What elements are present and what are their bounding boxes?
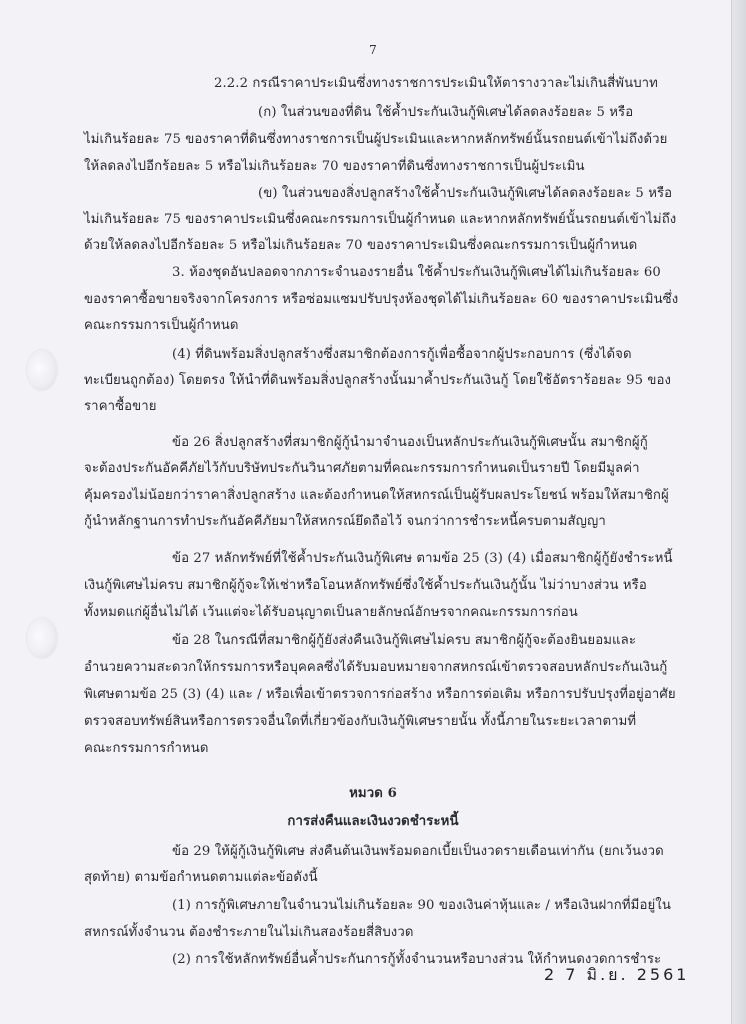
paragraph-line: คุ้มครองไม่น้อยกว่าราคาสิ่งปลูกสร้าง และต้องกำหนดให้สหกรณ์เป็นผู้รับผลประโยชน์ พร้อมให้สมาชิกผู้ [84,488,669,503]
paragraph-line: คณะกรรมการเป็นผู้กำหนด [84,318,239,333]
clause-29-line: ข้อ 29 ให้ผู้กู้เงินกู้พิเศษ ส่งคืนต้นเงินพร้อมดอกเบี้ยเป็นงวดรายเดือนเท่ากัน (ยกเว้นงวด [172,844,664,859]
paragraph-line: ด้วยให้ลดลงไปอีกร้อยละ 5 หรือไม่เกินร้อยละ 70 ของราคาประเมินซึ่งคณะกรรมการเป็นผู้กำหนด [84,238,638,253]
paragraph-line: ไม่เกินร้อยละ 75 ของราคาที่ดินซึ่งทางราชการเป็นผู้ประเมินและหากหลักทรัพย์นั้นรถยนต์เข้าไม่ถึงด้วย [84,132,668,147]
paragraph-line: ตรวจสอบทรัพย์สินหรือการตรวจอื่นใดที่เกี่ยวข้องกับเงินกู้พิเศษรายนั้น ทั้งนี้ภายในระยะเวลาตามที่ [84,714,637,729]
paragraph-line: คณะกรรมการกำหนด [84,741,209,756]
paragraph-line: ทั้งหมดแก่ผู้อื่นไม่ได้ เว้นแต่จะได้รับอนุญาตเป็นลายลักษณ์อักษรจากคณะกรรมการก่อน [84,605,578,620]
page-number: 7 [369,43,377,57]
clause-26-line: ข้อ 26 สิ่งปลูกสร้างที่สมาชิกผู้กู้นำมาจำนองเป็นหลักประกันเงินกู้พิเศษนั้น สมาชิกผู้กู้ [172,435,648,450]
paragraph-line: สุดท้าย) ตามข้อกำหนดตามแต่ละข้อดังนี้ [84,870,318,885]
paragraph-line: ของราคาซื้อขายจริงจากโครงการ หรือซ่อมแซมปรับปรุงห้องชุดได้ไม่เกินร้อยละ 60 ของราคาประเมินซึ่ง [84,292,679,307]
paragraph-line: (2) การใช้หลักทรัพย์อื่นค้ำประกันการกู้ทั้งจำนวนหรือบางส่วน ให้กำหนดงวดการชำระ [172,952,662,967]
paragraph-line: ราคาซื้อขาย [84,399,157,414]
paragraph-line: ทะเบียนถูกต้อง) โดยตรง ให้นำที่ดินพร้อมสิ่งปลูกสร้างนั้นมาค้ำประกันเงินกู้ โดยใช้อัตราร้อยละ 95 ของ [84,373,672,388]
paragraph-line: 3. ห้องชุดอันปลอดจากภาระจำนองรายอื่น ใช้ค้ำประกันเงินกู้พิเศษได้ไม่เกินร้อยละ 60 [172,265,661,280]
punch-hole-icon [27,618,57,658]
paragraph-line: เงินกู้พิเศษไม่ครบ สมาชิกผู้กู้จะให้เช่าหรือโอนหลักทรัพย์ซึ่งใช้ค้ำประกันเงินกู้นั้น ไม่ว่าบางส่วน หรือ [84,578,647,593]
paragraph-line: จะต้องประกันอัคคีภัยไว้กับบริษัทประกันวินาศภัยตามที่คณะกรรมการกำหนดเป็นรายปี โดยมีมูลค่า [84,461,640,476]
paragraph-line: ให้ลดลงไปอีกร้อยละ 5 หรือไม่เกินร้อยละ 70 ของราคาที่ดินซึ่งทางราชการเป็นผู้ประเมิน [84,159,585,174]
date-stamp: 2 7 มิ.ย. 2561 [544,965,690,984]
paragraph-line: (4) ที่ดินพร้อมสิ่งปลูกสร้างซึ่งสมาชิกต้องการกู้เพื่อซื้อจากผู้ประกอบการ (ซึ่งได้จด [172,347,632,362]
clause-heading: 2.2.2 กรณีราคาประเมินซึ่งทางราชการประเมินให้ตารางวาละไม่เกินสี่พันบาท [214,76,658,91]
clause-28-line: ข้อ 28 ในกรณีที่สมาชิกผู้กู้ยังส่งคืนเงินกู้พิเศษไม่ครบ สมาชิกผู้กู้จะต้องยินยอมและ [172,633,637,648]
paragraph-line: พิเศษตามข้อ 25 (3) (4) และ / หรือเพื่อเข้าตรวจการก่อสร้าง หรือการต่อเติม หรือการปรับปรุงที่อยู่อาศัย [84,687,676,702]
chapter-subtitle: การส่งคืนและเงินงวดชำระหนี้ [287,814,459,829]
paragraph-line: (ข) ในส่วนของสิ่งปลูกสร้างใช้ค้ำประกันเงินกู้พิเศษได้ลดลงร้อยละ 5 หรือ [258,186,673,201]
clause-27-line: ข้อ 27 หลักทรัพย์ที่ใช้ค้ำประกันเงินกู้พิเศษ ตามข้อ 25 (3) (4) เมื่อสมาชิกผู้กู้ยังชำระหนี้ [172,551,673,566]
paragraph-line: ไม่เกินร้อยละ 75 ของราคาประเมินซึ่งคณะกรรมการเป็นผู้กำหนด และหากหลักทรัพย์นั้นรถยนต์เข้าไม่ถึง [84,212,677,227]
punch-hole-icon [27,350,57,390]
chapter-title: หมวด 6 [349,786,397,801]
paragraph-line: (1) การกู้พิเศษภายในจำนวนไม่เกินร้อยละ 90 ของเงินค่าหุ้นและ / หรือเงินฝากที่มีอยู่ใน [172,898,671,913]
paragraph-line: อำนวยความสะดวกให้กรรมการหรือบุคคลซึ่งได้รับมอบหมายจากสหกรณ์เข้าตรวจสอบหลักประกันเงินกู้ [84,660,668,675]
paragraph-line: (ก) ในส่วนของที่ดิน ใช้ค้ำประกันเงินกู้พิเศษได้ลดลงร้อยละ 5 หรือ [258,105,634,120]
page-edge [731,0,746,1024]
paragraph-line: กู้นำหลักฐานการทำประกันอัคคีภัยมาให้สหกรณ์ยึดถือไว้ จนกว่าการชำระหนี้ครบตามสัญญา [84,514,606,529]
paragraph-line: สหกรณ์ทั้งจำนวน ต้องชำระภายในไม่เกินสองร้อยสี่สิบงวด [84,925,414,940]
